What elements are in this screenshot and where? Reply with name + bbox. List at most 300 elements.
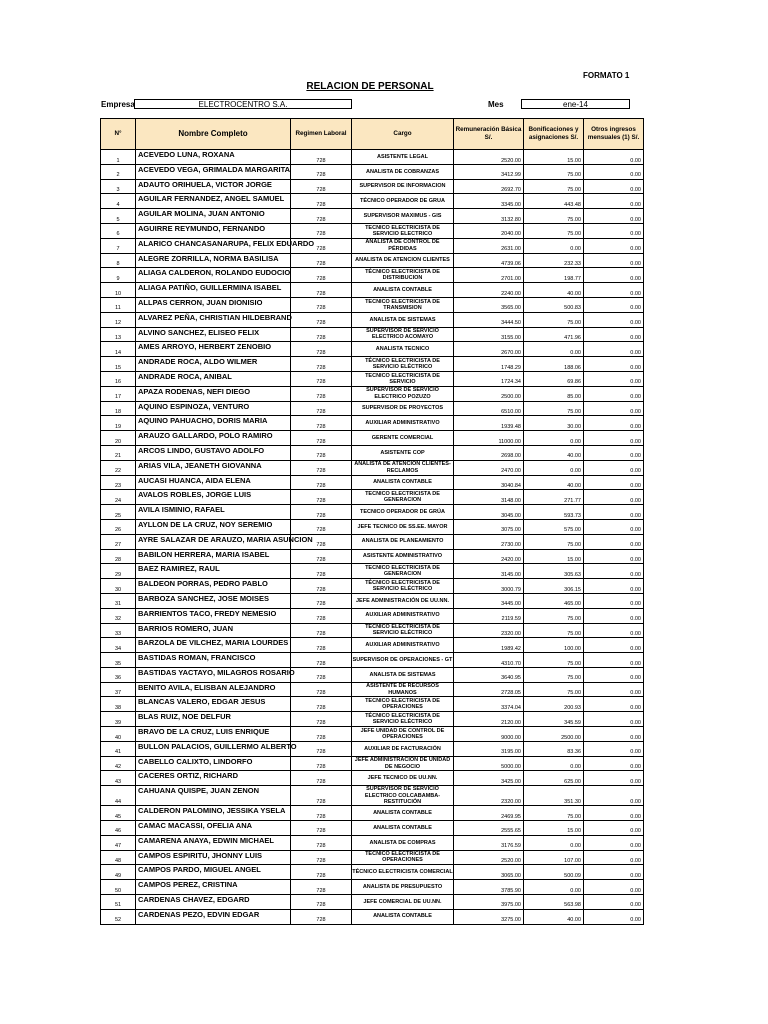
- row-number: 45: [101, 806, 136, 821]
- table-row: [101, 909, 644, 924]
- row-number: 27: [101, 534, 136, 549]
- table-row: [101, 386, 644, 401]
- row-number: 32: [101, 608, 136, 623]
- otros-ingresos: 0.00: [584, 490, 644, 505]
- employee-name: AQUINO ESPINOZA, VENTURO: [136, 401, 291, 416]
- bonificaciones: 30.00: [524, 416, 584, 431]
- regimen-laboral: 728: [291, 371, 352, 386]
- employee-name: ANDRADE ROCA, ANIBAL: [136, 371, 291, 386]
- row-number: 30: [101, 579, 136, 594]
- remuneracion-basica: 4310.70: [454, 653, 524, 668]
- cargo: ANALISTA DE PRESUPUESTO: [352, 880, 454, 895]
- bonificaciones: 500.09: [524, 865, 584, 880]
- cargo: ANALISTA DE ATENCION CLIENTES-RECLAMOS: [352, 460, 454, 475]
- cargo: ANALISTA CONTABLE: [352, 806, 454, 821]
- regimen-laboral: 728: [291, 283, 352, 298]
- cargo: SUPERVISOR DE PROYECTOS: [352, 401, 454, 416]
- row-number: 15: [101, 357, 136, 372]
- table-row: [101, 401, 644, 416]
- remuneracion-basica: 3000.79: [454, 579, 524, 594]
- table-row: [101, 850, 644, 865]
- table-row: [101, 505, 644, 520]
- table-row: [101, 371, 644, 386]
- empresa-label: Empresa: [101, 100, 135, 109]
- table-row: [101, 475, 644, 490]
- remuneracion-basica: 2040.00: [454, 223, 524, 238]
- row-number: 21: [101, 445, 136, 460]
- remuneracion-basica: 3785.90: [454, 880, 524, 895]
- employee-name: ALLPAS CERRON, JUAN DIONISIO: [136, 297, 291, 312]
- bonificaciones: 0.00: [524, 460, 584, 475]
- otros-ingresos: 0.00: [584, 150, 644, 165]
- cargo: TÉCNICO ELECTRICISTA DE SERVICIO ELÉCTRICO: [352, 623, 454, 638]
- otros-ingresos: 0.00: [584, 268, 644, 283]
- row-number: 37: [101, 682, 136, 697]
- row-number: 44: [101, 786, 136, 806]
- remuneracion-basica: 3148.00: [454, 490, 524, 505]
- employee-name: BRAVO DE LA CRUZ, LUIS ENRIQUE: [136, 727, 291, 742]
- otros-ingresos: 0.00: [584, 223, 644, 238]
- mes-label: Mes: [488, 100, 504, 109]
- bonificaciones: 75.00: [524, 312, 584, 327]
- remuneracion-basica: 3975.00: [454, 894, 524, 909]
- cargo: TECNICO ELECTRICISTA DE OPERACIONES: [352, 850, 454, 865]
- row-number: 14: [101, 342, 136, 357]
- bonificaciones: 69.86: [524, 371, 584, 386]
- cargo: JEFE UNIDAD DE CONTROL DE OPERACIONES: [352, 727, 454, 742]
- regimen-laboral: 728: [291, 835, 352, 850]
- table-row: [101, 894, 644, 909]
- bonificaciones: 0.00: [524, 835, 584, 850]
- row-number: 36: [101, 667, 136, 682]
- regimen-laboral: 728: [291, 697, 352, 712]
- otros-ingresos: 0.00: [584, 534, 644, 549]
- cargo: TECNICO ELECTRICISTA DE GENERACION: [352, 490, 454, 505]
- employee-name: ALEGRE ZORRILLA, NORMA BASILISA: [136, 253, 291, 268]
- table-row: [101, 342, 644, 357]
- personnel-table: [100, 118, 644, 925]
- regimen-laboral: 728: [291, 194, 352, 209]
- remuneracion-basica: 2119.59: [454, 608, 524, 623]
- employee-name: CAMAC MACASSI, OFELIA ANA: [136, 820, 291, 835]
- regimen-laboral: 728: [291, 357, 352, 372]
- regimen-laboral: 728: [291, 771, 352, 786]
- form-code: FORMATO 1: [583, 71, 630, 80]
- cargo: ASISTENTE LEGAL: [352, 150, 454, 165]
- employee-name: AUCASI HUANCA, AIDA ELENA: [136, 475, 291, 490]
- cargo: AUXILIAR ADMINISTRATIVO: [352, 638, 454, 653]
- otros-ingresos: 0.00: [584, 549, 644, 564]
- remuneracion-basica: 2500.00: [454, 386, 524, 401]
- regimen-laboral: 728: [291, 505, 352, 520]
- col-regimen: Regimen Laboral: [291, 119, 352, 150]
- otros-ingresos: 0.00: [584, 593, 644, 608]
- table-row: [101, 786, 644, 806]
- row-number: 29: [101, 564, 136, 579]
- employee-name: BLAS RUIZ, NOE DELFUR: [136, 712, 291, 727]
- regimen-laboral: 728: [291, 667, 352, 682]
- otros-ingresos: 0.00: [584, 608, 644, 623]
- bonificaciones: 563.98: [524, 894, 584, 909]
- table-row: [101, 653, 644, 668]
- regimen-laboral: 728: [291, 386, 352, 401]
- table-row: [101, 431, 644, 446]
- table-row: [101, 490, 644, 505]
- cargo: TÉCNICO ELECTRICISTA DE DISTRIBUCION: [352, 268, 454, 283]
- regimen-laboral: 728: [291, 460, 352, 475]
- employee-name: ALARICO CHANCASANARUPA, FELIX EDUARDO: [136, 238, 291, 253]
- remuneracion-basica: 3145.00: [454, 564, 524, 579]
- regimen-laboral: 728: [291, 223, 352, 238]
- remuneracion-basica: 3132.80: [454, 209, 524, 224]
- cargo: ASISTENTE ADMINISTRATIVO: [352, 549, 454, 564]
- row-number: 9: [101, 268, 136, 283]
- bonificaciones: 83.36: [524, 741, 584, 756]
- otros-ingresos: 0.00: [584, 445, 644, 460]
- bonificaciones: 0.00: [524, 238, 584, 253]
- row-number: 13: [101, 327, 136, 342]
- bonificaciones: 75.00: [524, 667, 584, 682]
- remuneracion-basica: 6510.00: [454, 401, 524, 416]
- employee-name: ANDRADE ROCA, ALDO WILMER: [136, 357, 291, 372]
- cargo: ANALISTA CONTABLE: [352, 283, 454, 298]
- employee-name: CAMPOS PEREZ, CRISTINA: [136, 880, 291, 895]
- bonificaciones: 471.96: [524, 327, 584, 342]
- bonificaciones: 85.00: [524, 386, 584, 401]
- regimen-laboral: 728: [291, 534, 352, 549]
- employee-name: CAMPOS PARDO, MIGUEL ANGEL: [136, 865, 291, 880]
- cargo: ANALISTA DE COMPRAS: [352, 835, 454, 850]
- cargo: ANALISTA CONTABLE: [352, 475, 454, 490]
- regimen-laboral: 728: [291, 179, 352, 194]
- row-number: 6: [101, 223, 136, 238]
- remuneracion-basica: 5000.00: [454, 756, 524, 771]
- otros-ingresos: 0.00: [584, 806, 644, 821]
- table-row: [101, 564, 644, 579]
- empresa-field: ELECTROCENTRO S.A.: [134, 99, 352, 109]
- employee-name: ACEVEDO VEGA, GRIMALDA MARGARITA: [136, 164, 291, 179]
- regimen-laboral: 728: [291, 741, 352, 756]
- table-row: [101, 150, 644, 165]
- otros-ingresos: 0.00: [584, 579, 644, 594]
- cargo: SUPERVISOR DE INFORMACION: [352, 179, 454, 194]
- cargo: TÉCNICO ELECTRICISTA COMERCIAL: [352, 865, 454, 880]
- remuneracion-basica: 3444.50: [454, 312, 524, 327]
- otros-ingresos: 0.00: [584, 727, 644, 742]
- bonificaciones: 271.77: [524, 490, 584, 505]
- otros-ingresos: 0.00: [584, 786, 644, 806]
- regimen-laboral: 728: [291, 327, 352, 342]
- row-number: 25: [101, 505, 136, 520]
- bonificaciones: 40.00: [524, 909, 584, 924]
- bonificaciones: 75.00: [524, 608, 584, 623]
- regimen-laboral: 728: [291, 786, 352, 806]
- regimen-laboral: 728: [291, 712, 352, 727]
- bonificaciones: 575.00: [524, 519, 584, 534]
- otros-ingresos: 0.00: [584, 401, 644, 416]
- table-row: [101, 712, 644, 727]
- regimen-laboral: 728: [291, 519, 352, 534]
- col-nombre: Nombre Completo: [136, 119, 291, 150]
- table-row: [101, 312, 644, 327]
- table-row: [101, 268, 644, 283]
- remuneracion-basica: 3565.00: [454, 297, 524, 312]
- row-number: 39: [101, 712, 136, 727]
- regimen-laboral: 728: [291, 756, 352, 771]
- otros-ingresos: 0.00: [584, 386, 644, 401]
- table-row: [101, 194, 644, 209]
- remuneracion-basica: 3155.00: [454, 327, 524, 342]
- cargo: TECNICO ELECTRICISTA DE OPERACIONES: [352, 697, 454, 712]
- otros-ingresos: 0.00: [584, 682, 644, 697]
- row-number: 16: [101, 371, 136, 386]
- remuneracion-basica: 3445.00: [454, 593, 524, 608]
- remuneracion-basica: 1989.42: [454, 638, 524, 653]
- remuneracion-basica: 11000.00: [454, 431, 524, 446]
- row-number: 50: [101, 880, 136, 895]
- employee-name: ARCOS LINDO, GUSTAVO ADOLFO: [136, 445, 291, 460]
- bonificaciones: 0.00: [524, 431, 584, 446]
- employee-name: CALDERON PALOMINO, JESSIKA YSELA: [136, 806, 291, 821]
- otros-ingresos: 0.00: [584, 283, 644, 298]
- employee-name: BABILON HERRERA, MARIA ISABEL: [136, 549, 291, 564]
- cargo: AUXILIAR ADMINISTRATIVO: [352, 416, 454, 431]
- remuneracion-basica: 3345.00: [454, 194, 524, 209]
- table-row: [101, 357, 644, 372]
- cargo: JEFE TECNICO DE UU.NN.: [352, 771, 454, 786]
- remuneracion-basica: 1939.48: [454, 416, 524, 431]
- employee-name: BASTIDAS YACTAYO, MILAGROS ROSARIO: [136, 667, 291, 682]
- cargo: ANALISTA CONTABLE: [352, 820, 454, 835]
- remuneracion-basica: 2670.00: [454, 342, 524, 357]
- employee-name: AYRE SALAZAR DE ARAUZO, MARIA ASUNCION: [136, 534, 291, 549]
- remuneracion-basica: 2631.00: [454, 238, 524, 253]
- remuneracion-basica: 4739.06: [454, 253, 524, 268]
- table-row: [101, 756, 644, 771]
- bonificaciones: 75.00: [524, 682, 584, 697]
- table-row: [101, 534, 644, 549]
- table-row: [101, 771, 644, 786]
- employee-name: AGUILAR MOLINA, JUAN ANTONIO: [136, 209, 291, 224]
- table-row: [101, 741, 644, 756]
- table-row: [101, 806, 644, 821]
- remuneracion-basica: 3040.84: [454, 475, 524, 490]
- otros-ingresos: 0.00: [584, 416, 644, 431]
- employee-name: CAMPOS ESPIRITU, JHONNY LUIS: [136, 850, 291, 865]
- bonificaciones: 465.00: [524, 593, 584, 608]
- regimen-laboral: 728: [291, 401, 352, 416]
- otros-ingresos: 0.00: [584, 623, 644, 638]
- table-row: [101, 223, 644, 238]
- remuneracion-basica: 3640.95: [454, 667, 524, 682]
- otros-ingresos: 0.00: [584, 209, 644, 224]
- remuneracion-basica: 3195.00: [454, 741, 524, 756]
- otros-ingresos: 0.00: [584, 357, 644, 372]
- table-row: [101, 327, 644, 342]
- cargo: JEFE ADMINISTRACIÓN DE UNIDAD DE NEGOCIO: [352, 756, 454, 771]
- row-number: 22: [101, 460, 136, 475]
- remuneracion-basica: 2320.00: [454, 786, 524, 806]
- cargo: TECNICO ELECTRICISTA DE SERVICIO: [352, 371, 454, 386]
- row-number: 42: [101, 756, 136, 771]
- remuneracion-basica: 3412.99: [454, 164, 524, 179]
- employee-name: CACERES ORTIZ, RICHARD: [136, 771, 291, 786]
- cargo: SUPERVISOR DE OPERACIONES - GT: [352, 653, 454, 668]
- table-row: [101, 820, 644, 835]
- otros-ingresos: 0.00: [584, 179, 644, 194]
- remuneracion-basica: 2120.00: [454, 712, 524, 727]
- cargo: AUXILIAR DE FACTURACIÓN: [352, 741, 454, 756]
- col-bonificaciones: Bonificaciones y asignaciones S/.: [524, 119, 584, 150]
- regimen-laboral: 728: [291, 253, 352, 268]
- bonificaciones: 0.00: [524, 342, 584, 357]
- cargo: JEFE ADMINISTRACIÓN DE UU.NN.: [352, 593, 454, 608]
- remuneracion-basica: 2520.00: [454, 850, 524, 865]
- bonificaciones: 232.33: [524, 253, 584, 268]
- regimen-laboral: 728: [291, 806, 352, 821]
- row-number: 46: [101, 820, 136, 835]
- employee-name: AVALOS ROBLES, JORGE LUIS: [136, 490, 291, 505]
- row-number: 35: [101, 653, 136, 668]
- mes-field: ene-14: [521, 99, 630, 109]
- cargo: TÉCNICO OPERADOR DE GRUA: [352, 194, 454, 209]
- employee-name: AGUIRRE REYMUNDO, FERNANDO: [136, 223, 291, 238]
- remuneracion-basica: 1748.29: [454, 357, 524, 372]
- row-number: 24: [101, 490, 136, 505]
- remuneracion-basica: 2698.00: [454, 445, 524, 460]
- cargo: SUPERVISOR DE SERVICIO ELECTRICO POZUZO: [352, 386, 454, 401]
- row-number: 48: [101, 850, 136, 865]
- otros-ingresos: 0.00: [584, 909, 644, 924]
- row-number: 2: [101, 164, 136, 179]
- otros-ingresos: 0.00: [584, 865, 644, 880]
- cargo: ANALISTA CONTABLE: [352, 909, 454, 924]
- regimen-laboral: 728: [291, 297, 352, 312]
- regimen-laboral: 728: [291, 445, 352, 460]
- table-row: [101, 579, 644, 594]
- row-number: 41: [101, 741, 136, 756]
- row-number: 12: [101, 312, 136, 327]
- remuneracion-basica: 3065.00: [454, 865, 524, 880]
- employee-name: CARDENAS PEZO, EDVIN EDGAR: [136, 909, 291, 924]
- remuneracion-basica: 3425.00: [454, 771, 524, 786]
- bonificaciones: 443.48: [524, 194, 584, 209]
- row-number: 26: [101, 519, 136, 534]
- otros-ingresos: 0.00: [584, 653, 644, 668]
- row-number: 4: [101, 194, 136, 209]
- remuneracion-basica: 3275.00: [454, 909, 524, 924]
- regimen-laboral: 728: [291, 682, 352, 697]
- row-number: 38: [101, 697, 136, 712]
- otros-ingresos: 0.00: [584, 638, 644, 653]
- cargo: ANALISTA DE SISTEMAS: [352, 667, 454, 682]
- otros-ingresos: 0.00: [584, 253, 644, 268]
- employee-name: ARIAS VILA, JEANETH GIOVANNA: [136, 460, 291, 475]
- row-number: 17: [101, 386, 136, 401]
- regimen-laboral: 728: [291, 593, 352, 608]
- employee-name: CABELLO CALIXTO, LINDORFO: [136, 756, 291, 771]
- regimen-laboral: 728: [291, 209, 352, 224]
- employee-name: APAZA RODENAS, NEFI DIEGO: [136, 386, 291, 401]
- employee-name: BENITO AVILA, ELISBAN ALEJANDRO: [136, 682, 291, 697]
- otros-ingresos: 0.00: [584, 712, 644, 727]
- regimen-laboral: 728: [291, 490, 352, 505]
- employee-name: AQUINO PAHUACHO, DORIS MARIA: [136, 416, 291, 431]
- employee-name: BARBOZA SANCHEZ, JOSE MOISES: [136, 593, 291, 608]
- table-row: [101, 460, 644, 475]
- bonificaciones: 75.00: [524, 179, 584, 194]
- bonificaciones: 0.00: [524, 756, 584, 771]
- row-number: 1: [101, 150, 136, 165]
- cargo: AUXILIAR ADMINISTRATIVO: [352, 608, 454, 623]
- employee-name: BAEZ RAMIREZ, RAUL: [136, 564, 291, 579]
- table-row: [101, 667, 644, 682]
- otros-ingresos: 0.00: [584, 564, 644, 579]
- employee-name: AMES ARROYO, HERBERT ZENOBIO: [136, 342, 291, 357]
- cargo: TÉCNICO ELECTRICISTA DE SERVICIO ELÉCTRICO: [352, 357, 454, 372]
- employee-name: BARRIENTOS TACO, FREDY NEMESIO: [136, 608, 291, 623]
- regimen-laboral: 728: [291, 638, 352, 653]
- row-number: 20: [101, 431, 136, 446]
- bonificaciones: 40.00: [524, 475, 584, 490]
- cargo: TECNICO OPERADOR DE GRÚA: [352, 505, 454, 520]
- table-row: [101, 623, 644, 638]
- bonificaciones: 2500.00: [524, 727, 584, 742]
- regimen-laboral: 728: [291, 727, 352, 742]
- employee-name: CARDENAS CHAVEZ, EDGARD: [136, 894, 291, 909]
- bonificaciones: 0.00: [524, 880, 584, 895]
- table-body: [101, 150, 644, 925]
- regimen-laboral: 728: [291, 608, 352, 623]
- cargo: ASISTENTE COP: [352, 445, 454, 460]
- bonificaciones: 75.00: [524, 623, 584, 638]
- table-row: [101, 608, 644, 623]
- regimen-laboral: 728: [291, 880, 352, 895]
- table-row: [101, 209, 644, 224]
- table-row: [101, 179, 644, 194]
- table-row: [101, 283, 644, 298]
- remuneracion-basica: 3374.04: [454, 697, 524, 712]
- bonificaciones: 351.30: [524, 786, 584, 806]
- regimen-laboral: 728: [291, 820, 352, 835]
- otros-ingresos: 0.00: [584, 697, 644, 712]
- bonificaciones: 75.00: [524, 164, 584, 179]
- employee-name: CAHUANA QUISPE, JUAN ZENON: [136, 786, 291, 806]
- employee-name: BALDEON PORRAS, PEDRO PABLO: [136, 579, 291, 594]
- remuneracion-basica: 2420.00: [454, 549, 524, 564]
- employee-name: BULLON PALACIOS, GUILLERMO ALBERTO: [136, 741, 291, 756]
- cargo: JEFE COMERCIAL DE UU.NN.: [352, 894, 454, 909]
- cargo: SUPERVISOR DE SERVICIO ELECTRICO ACOMAYO: [352, 327, 454, 342]
- employee-name: AGUILAR FERNANDEZ, ANGEL SAMUEL: [136, 194, 291, 209]
- row-number: 19: [101, 416, 136, 431]
- regimen-laboral: 728: [291, 564, 352, 579]
- bonificaciones: 200.93: [524, 697, 584, 712]
- regimen-laboral: 728: [291, 623, 352, 638]
- col-remuneracion: Remuneración Básica S/.: [454, 119, 524, 150]
- row-number: 52: [101, 909, 136, 924]
- otros-ingresos: 0.00: [584, 835, 644, 850]
- table-row: [101, 835, 644, 850]
- otros-ingresos: 0.00: [584, 342, 644, 357]
- bonificaciones: 40.00: [524, 445, 584, 460]
- bonificaciones: 40.00: [524, 283, 584, 298]
- col-number: N°: [101, 119, 136, 150]
- remuneracion-basica: 2520.00: [454, 150, 524, 165]
- table-row: [101, 549, 644, 564]
- cargo: TÉCNICO ELECTRICISTA DE SERVICIO ELÉCTRICO: [352, 712, 454, 727]
- employee-name: BARZOLA DE VILCHEZ, MARIA LOURDES: [136, 638, 291, 653]
